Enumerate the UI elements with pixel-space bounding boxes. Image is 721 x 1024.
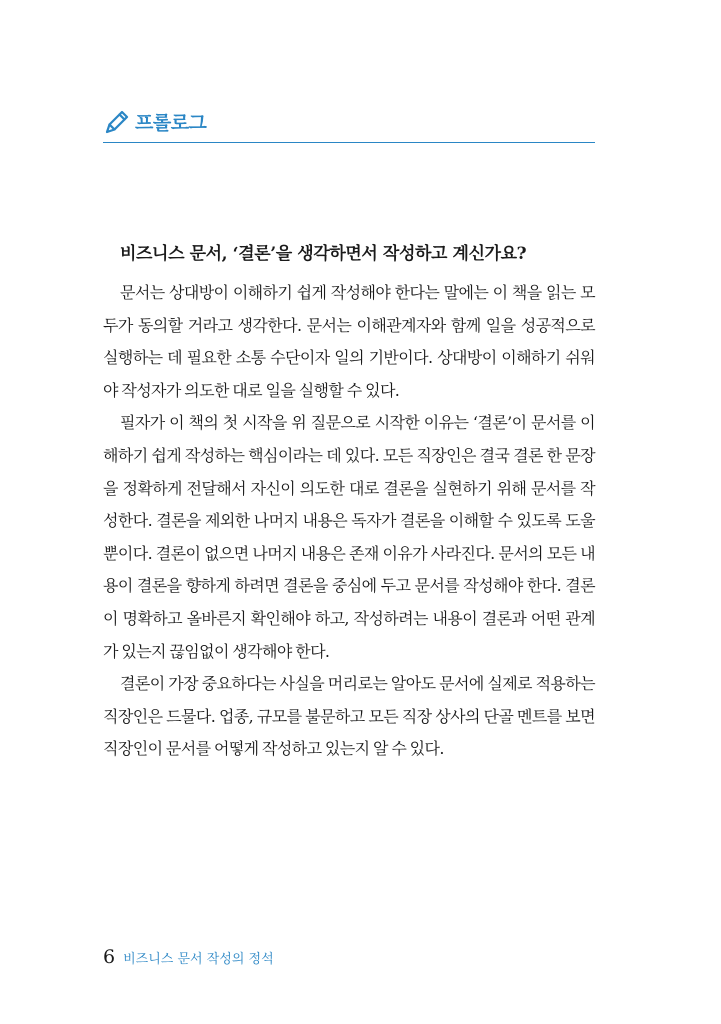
chapter-title: 프롤로그 xyxy=(135,112,207,134)
chapter-header xyxy=(103,102,595,143)
paragraph: 결론이 가장 중요하다는 사실을 머리로는 알아도 문서에 실제로 적용하는 직장인은 드물다. 업종, 규모를 불문하고 모든 직장 상사의 단골 멘트를 보면 직장인이 문서를 어떻게 작성하고 있는지 알 수 있다. xyxy=(103,674,595,759)
page-body xyxy=(103,240,595,766)
paragraph: 문서는 상대방이 이해하기 쉽게 작성해야 한다는 말에는 이 책을 읽는 모두가 동의할 거라고 생각한다. 문서는 이해관계자와 함께 일을 성공적으로 실행하는 데 필요한 소통 수단이자 일의 기반이다. 상대방이 이해하기 쉬워야 작성자가 의도한 대로 일을 실행할 수 있다. xyxy=(103,283,595,400)
page-number: 6 xyxy=(103,946,116,968)
pencil-icon xyxy=(103,108,131,136)
running-title: 비즈니스 문서 작성의 정석 xyxy=(123,952,274,967)
page-footer xyxy=(103,946,274,968)
section-heading: 비즈니스 문서, ‘결론’을 생각하면서 작성하고 계신가요? xyxy=(120,244,527,264)
paragraph: 필자가 이 책의 첫 시작을 위 질문으로 시작한 이유는 ‘결론’이 문서를 이해하기 쉽게 작성하는 핵심이라는 데 있다. 모든 직장인은 결국 결론 한 문장을 정확하게 전달해서 자신이 의도한 대로 결론을 실현하기 위해 문서를 작성한다. 결론을 제외한 나머지 내용은 독자가 결론을 이해할 수 있도록 도울 뿐이다. 결론이 없으면 나머지 내용은 존재 이유가 사라진다. 문서의 모든 내용이 결론을 향하게 하려면 결론을 중심에 두고 문서를 작성해야 한다. 결론이 명확하고 올바른지 확인해야 하고, 작성하려는 내용이 결론과 어떤 관계가 있는지 끊임없이 생각해야 한다. xyxy=(103,413,595,661)
